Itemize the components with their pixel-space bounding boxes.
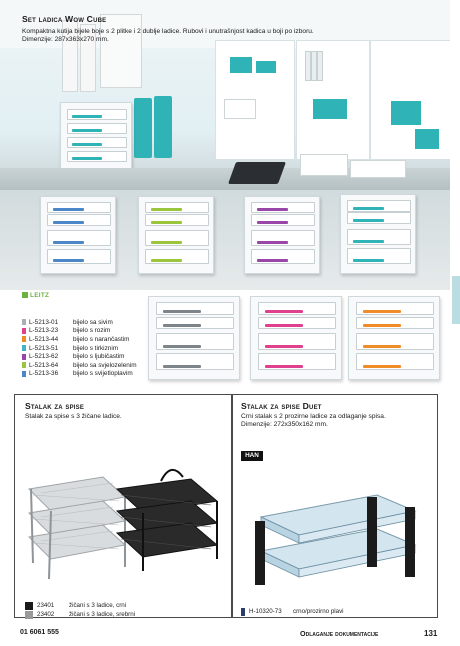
product-list bbox=[241, 607, 344, 616]
color-swatch bbox=[25, 602, 33, 610]
cube-blue bbox=[40, 196, 116, 274]
variant-label: bijelo s tirkiznim bbox=[73, 344, 119, 352]
cube-orange bbox=[348, 296, 440, 380]
footer-section: Odlaganje dokumentacije bbox=[300, 629, 379, 638]
brand-logo bbox=[22, 292, 49, 299]
binder-teal bbox=[134, 98, 152, 158]
section-title: Stalak za spise Duet bbox=[241, 401, 322, 411]
variant-label: bijelo s rozim bbox=[73, 327, 111, 335]
shelf-unit bbox=[296, 40, 370, 160]
cube-pink bbox=[250, 296, 342, 380]
shelf-unit bbox=[215, 40, 295, 160]
leitz-logo-icon bbox=[22, 292, 28, 298]
cube-violet bbox=[244, 196, 320, 274]
color-swatch bbox=[22, 336, 26, 342]
product-row bbox=[241, 607, 344, 616]
color-swatch bbox=[22, 354, 26, 360]
product-label: žičani s 3 ladice, srebrni bbox=[69, 611, 136, 618]
brand-name: LEITZ bbox=[30, 292, 50, 299]
section-duet-tray bbox=[232, 394, 438, 618]
variant-code: L-5213-36 bbox=[29, 370, 59, 378]
variant-code: L-5213-23 bbox=[29, 327, 59, 335]
variant-row bbox=[22, 327, 137, 336]
variant-code: L-5213-62 bbox=[29, 353, 59, 361]
variant-row bbox=[22, 318, 137, 327]
tablet bbox=[228, 162, 286, 184]
product-dimensions: Dimenzije: 287x363x270 mm. bbox=[22, 36, 109, 43]
desk-organizer bbox=[300, 154, 348, 176]
variant-code: L-5213-64 bbox=[29, 361, 59, 369]
color-swatch bbox=[22, 345, 26, 351]
color-swatch bbox=[22, 371, 26, 377]
section-wire-tray bbox=[14, 394, 232, 618]
section-title: Stalak za spise bbox=[25, 401, 85, 411]
product-code: 23401 bbox=[37, 602, 55, 609]
cube-drawer-photo bbox=[60, 102, 132, 174]
page-title: Set ladica Wow Cube bbox=[22, 14, 107, 24]
section-description: Stalak za spise s 3 žičane ladice. bbox=[25, 413, 122, 420]
cube-gray bbox=[148, 296, 240, 380]
product-code: H-10320-73 bbox=[249, 608, 282, 615]
variant-label: bijelo s ljubičastim bbox=[73, 353, 125, 361]
binder-teal bbox=[154, 96, 172, 158]
color-swatch bbox=[22, 362, 26, 368]
variant-code: L-5213-51 bbox=[29, 344, 59, 352]
han-logo: HAN bbox=[241, 451, 263, 461]
duet-tray-illustration bbox=[247, 481, 423, 589]
section-tab bbox=[452, 276, 460, 324]
variant-row bbox=[22, 361, 137, 370]
product-row bbox=[25, 601, 135, 610]
section-description: Crni stalak s 2 prozirne ladice za odlaganje spisa. bbox=[241, 413, 386, 420]
variant-row bbox=[22, 335, 137, 344]
color-swatch bbox=[25, 611, 33, 619]
product-label: crno/prozirno plavi bbox=[293, 608, 344, 615]
cube-green bbox=[138, 196, 214, 274]
variant-label: bijelo sa sivim bbox=[73, 318, 113, 326]
cube-teal bbox=[340, 194, 416, 274]
color-swatch bbox=[22, 319, 26, 325]
shelf-unit bbox=[370, 40, 450, 160]
product-code: 23402 bbox=[37, 611, 55, 618]
page-number: 131 bbox=[424, 629, 438, 638]
variant-row bbox=[22, 370, 137, 379]
variant-code: L-5213-44 bbox=[29, 335, 59, 343]
product-label: žičani s 3 ladice, crni bbox=[69, 602, 127, 609]
variant-row bbox=[22, 344, 137, 353]
product-list bbox=[25, 601, 135, 619]
variant-code: L-5213-01 bbox=[29, 318, 59, 326]
variant-label: bijelo sa svjelozelenim bbox=[73, 361, 137, 369]
color-swatch bbox=[22, 328, 26, 334]
variant-row bbox=[22, 352, 137, 361]
product-row bbox=[25, 610, 135, 619]
variant-label: bijelo s narančastim bbox=[73, 335, 130, 343]
wire-tray-illustration bbox=[21, 459, 227, 599]
section-dimensions: Dimenzije: 272x350x162 mm. bbox=[241, 421, 328, 428]
variant-list bbox=[22, 318, 137, 378]
color-swatch bbox=[241, 608, 245, 616]
variant-label: bijelo s svijetloplavim bbox=[73, 370, 133, 378]
product-description: Kompaktna kutija bijele boje s 2 plitke i 2 dublje ladice. Rubovi i unutrašnjost kadica u boji po izboru. bbox=[22, 28, 314, 35]
footer-phone: 01 6061 555 bbox=[20, 629, 59, 636]
